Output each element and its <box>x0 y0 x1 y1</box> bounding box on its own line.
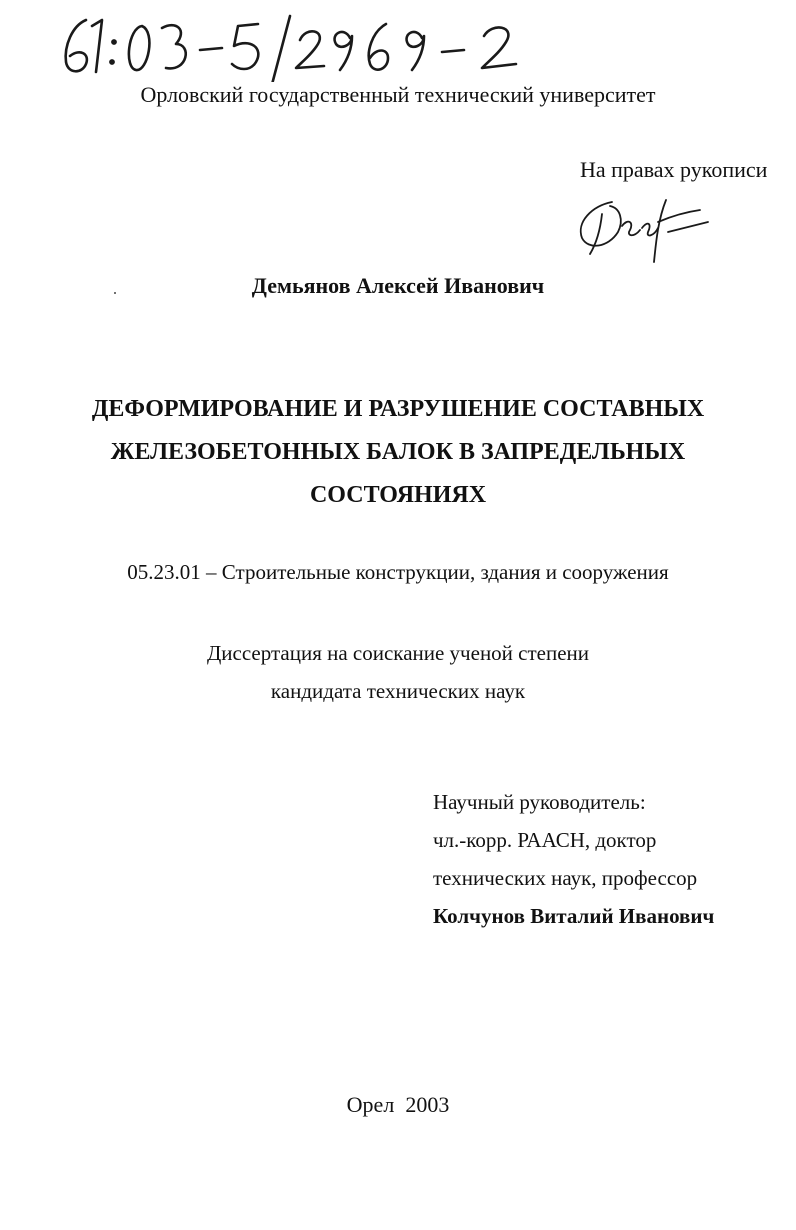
specialty-code: 05.23.01 – Строительные конструкции, здания и сооружения <box>127 560 669 584</box>
dissertation-title <box>0 388 796 517</box>
handwritten-code-drawing <box>50 12 550 82</box>
degree-line: кандидата технических наук <box>270 679 526 703</box>
degree-statement <box>0 634 796 710</box>
handwritten-archive-code <box>50 12 550 82</box>
supervisor-title: технических наук, профессор <box>433 866 698 890</box>
manuscript-rights-note: На правах рукописи <box>580 157 768 182</box>
supervisor-name: Колчунов Виталий Иванович <box>433 904 715 928</box>
year: 2003 <box>405 1092 450 1117</box>
signature-drawing <box>572 192 722 264</box>
title-line: ДЕФОРМИРОВАНИЕ И РАЗРУШЕНИЕ СОСТАВНЫХ <box>91 396 705 422</box>
university-name: Орловский государственный технический университет <box>140 82 656 107</box>
place-and-year <box>0 1092 796 1118</box>
city: Орел <box>346 1092 395 1117</box>
supervisor-rank: чл.-корр. РААСН, доктор <box>433 828 657 852</box>
title-line: СОСТОЯНИЯХ <box>309 482 487 508</box>
supervisor-label: Научный руководитель: <box>433 790 646 814</box>
signature <box>572 192 722 264</box>
degree-line: Диссертация на соискание ученой степени <box>206 641 590 665</box>
title-line: ЖЕЛЕЗОБЕТОННЫХ БАЛОК В ЗАПРЕДЕЛЬНЫХ <box>110 439 686 465</box>
author-name: Демьянов Алексей Иванович <box>251 273 545 298</box>
supervisor-block <box>433 783 714 935</box>
scan-speck <box>114 292 116 294</box>
